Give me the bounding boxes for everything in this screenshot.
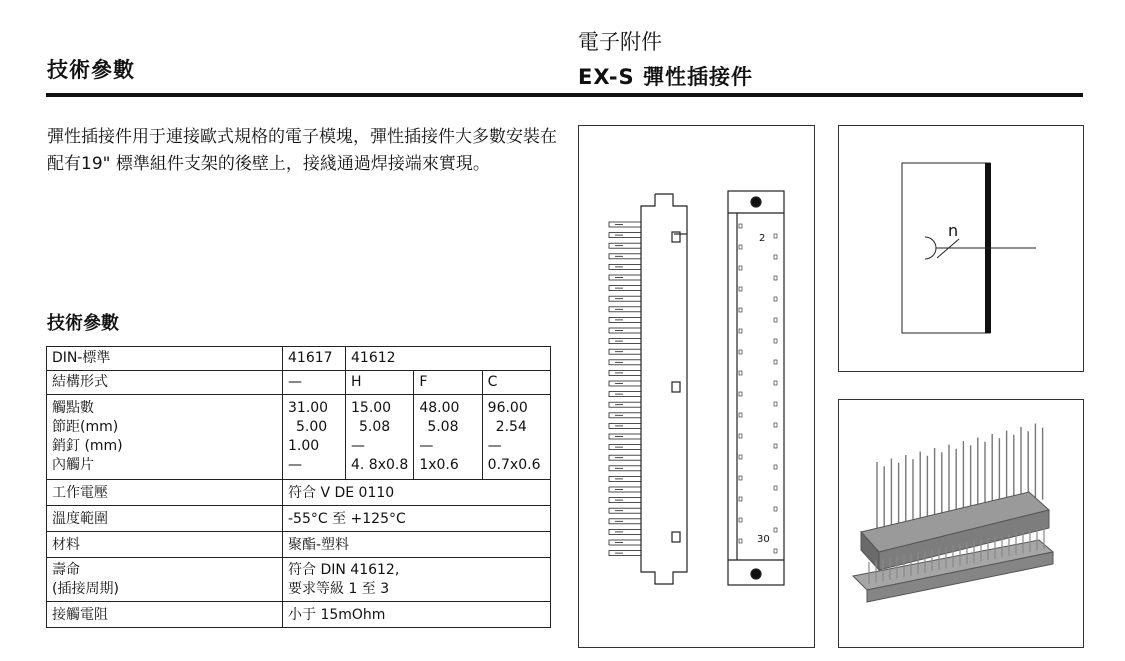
props-value: 2.54 — [495, 419, 527, 435]
side-pin — [609, 423, 641, 428]
table-row — [47, 532, 551, 558]
front-pin-right — [774, 297, 777, 301]
pin-label-bottom: 30 — [757, 534, 770, 545]
side-pin — [609, 392, 641, 397]
side-pin — [609, 402, 641, 407]
front-pin-left — [739, 539, 742, 543]
front-pin-left — [739, 308, 742, 312]
front-pin-left — [739, 518, 742, 522]
side-pin — [609, 286, 641, 291]
row-label: 溫度範圍 — [47, 506, 283, 532]
front-pin-left — [739, 497, 742, 501]
side-pin — [609, 519, 641, 524]
props-label: 內觸片 — [52, 457, 94, 473]
side-pin — [609, 307, 641, 312]
table-row — [47, 395, 551, 480]
row-value: 符合 V DE 0110 — [283, 480, 551, 506]
front-pin-left — [739, 224, 742, 228]
row-label: 材料 — [47, 532, 283, 558]
spec-table — [46, 346, 551, 628]
props-value: — — [288, 457, 302, 473]
props-label: 節距(mm) — [52, 419, 119, 435]
table-row — [47, 602, 551, 628]
side-pin — [609, 264, 641, 269]
side-pin — [609, 476, 641, 481]
front-pin-left — [739, 329, 742, 333]
props-labels — [47, 395, 283, 480]
front-pin-right — [774, 276, 777, 280]
connector-drawing — [579, 126, 814, 647]
row-value: -55°C 至 +125°C — [283, 506, 551, 532]
side-pin — [609, 222, 641, 227]
category-title: 電子附件 — [578, 30, 662, 54]
form-value: F — [414, 371, 482, 395]
side-pin — [609, 498, 641, 503]
form-label: 結構形式 — [47, 371, 283, 395]
front-pin-left — [739, 266, 742, 270]
side-pin — [609, 455, 641, 460]
product-photo-figure — [838, 399, 1084, 648]
side-pin — [609, 413, 641, 418]
form-value: C — [482, 371, 550, 395]
side-pin — [609, 551, 641, 556]
props-value: 5.08 — [359, 419, 391, 435]
side-pin — [609, 487, 641, 492]
side-pin — [609, 529, 641, 534]
props-column — [283, 395, 346, 480]
props-label: 觸點數 — [52, 400, 94, 416]
front-pin-right — [774, 486, 777, 490]
side-pin — [609, 508, 641, 513]
side-pin — [609, 317, 641, 322]
props-column — [346, 395, 414, 480]
side-pin — [609, 540, 641, 545]
front-pin-right — [774, 381, 777, 385]
form-value: — — [283, 371, 346, 395]
row-value: 小于 15mOhm — [283, 602, 551, 628]
table-row — [47, 506, 551, 532]
n-label: n — [948, 221, 959, 240]
front-pin-right — [774, 360, 777, 364]
front-pin-left — [739, 350, 742, 354]
front-pin-right — [774, 402, 777, 406]
front-pin-left — [739, 413, 742, 417]
connector-drawing-figure — [578, 125, 815, 648]
front-pin-left — [739, 476, 742, 480]
props-label: 銷釘 (mm) — [52, 438, 123, 454]
side-pin — [609, 296, 641, 301]
din-label: DIN-標準 — [47, 347, 283, 371]
page-heading: 技術參數 — [47, 58, 135, 82]
side-pin — [609, 275, 641, 280]
props-value: 5.00 — [296, 419, 328, 435]
side-pin — [609, 466, 641, 471]
table-row — [47, 480, 551, 506]
pin-label-top: 2 — [759, 233, 766, 244]
front-pin-left — [739, 392, 742, 396]
side-pin — [609, 434, 641, 439]
side-pin — [609, 339, 641, 344]
front-pin-right — [774, 507, 777, 511]
front-pin-right — [774, 549, 777, 553]
side-pin — [609, 360, 641, 365]
props-value: — — [487, 438, 502, 454]
props-value: 1x0.6 — [419, 457, 459, 473]
props-value: 5.08 — [427, 419, 459, 435]
din-value-2: 41612 — [346, 347, 551, 371]
side-pin — [609, 328, 641, 333]
props-value: 96.00 — [487, 400, 528, 416]
row-value: 聚酯-塑料 — [283, 532, 551, 558]
props-value: 48.00 — [419, 400, 460, 416]
side-view — [609, 194, 687, 584]
front-pin-right — [774, 339, 777, 343]
product-title: EX-S 彈性插接件 — [578, 65, 753, 89]
table-row — [47, 558, 551, 602]
side-pin — [609, 254, 641, 259]
side-pin — [609, 445, 641, 450]
props-value: 1.00 — [288, 438, 320, 454]
props-column — [414, 395, 482, 480]
mounting-detail-figure — [838, 125, 1084, 372]
intro-paragraph: 彈性插接件用于連接歐式規格的電子模塊，彈性插接件大多數安裝在配有19" 標準組件支架的後壁上，接綫通過焊接端來實現。 — [47, 127, 557, 174]
front-pin-right — [774, 423, 777, 427]
front-pin-left — [739, 371, 742, 375]
props-value: — — [419, 438, 434, 454]
row-label: 工作電壓 — [47, 480, 283, 506]
props-value: 15.00 — [351, 400, 392, 416]
table-row — [47, 347, 551, 371]
din-value-1: 41617 — [283, 347, 346, 371]
front-pin-left — [739, 455, 742, 459]
props-value: 0.7x0.6 — [487, 457, 541, 473]
front-pin-left — [739, 287, 742, 291]
spec-heading: 技術參數 — [47, 313, 119, 334]
props-column — [482, 395, 550, 480]
props-value: — — [351, 438, 365, 454]
row-label: 接觸電阻 — [47, 602, 283, 628]
row-value: 符合 DIN 41612, 要求等級 1 至 3 — [283, 558, 551, 602]
side-pin — [609, 233, 641, 238]
side-pin-rows — [609, 222, 641, 556]
front-pin-rows — [739, 224, 777, 553]
front-pin-right — [774, 465, 777, 469]
row-label: 壽命 (插接周期) — [47, 558, 283, 602]
form-value: H — [346, 371, 414, 395]
front-pin-left — [739, 245, 742, 249]
side-pin — [609, 349, 641, 354]
side-pin — [609, 381, 641, 386]
front-pin-right — [774, 255, 777, 259]
props-value: 4. 8x0.8 — [351, 457, 409, 473]
product-photo — [839, 400, 1083, 647]
arc-mark — [925, 237, 936, 259]
header-rule — [46, 93, 1083, 97]
table-row — [47, 371, 551, 395]
front-pin-right — [774, 234, 777, 238]
mounting-detail — [839, 126, 1083, 371]
side-pin — [609, 370, 641, 375]
props-value: 31.00 — [288, 400, 329, 416]
front-view — [728, 191, 784, 585]
front-pin-right — [774, 444, 777, 448]
front-pin-right — [774, 318, 777, 322]
front-pin-right — [774, 528, 777, 532]
side-pin — [609, 243, 641, 248]
front-pin-left — [739, 434, 742, 438]
